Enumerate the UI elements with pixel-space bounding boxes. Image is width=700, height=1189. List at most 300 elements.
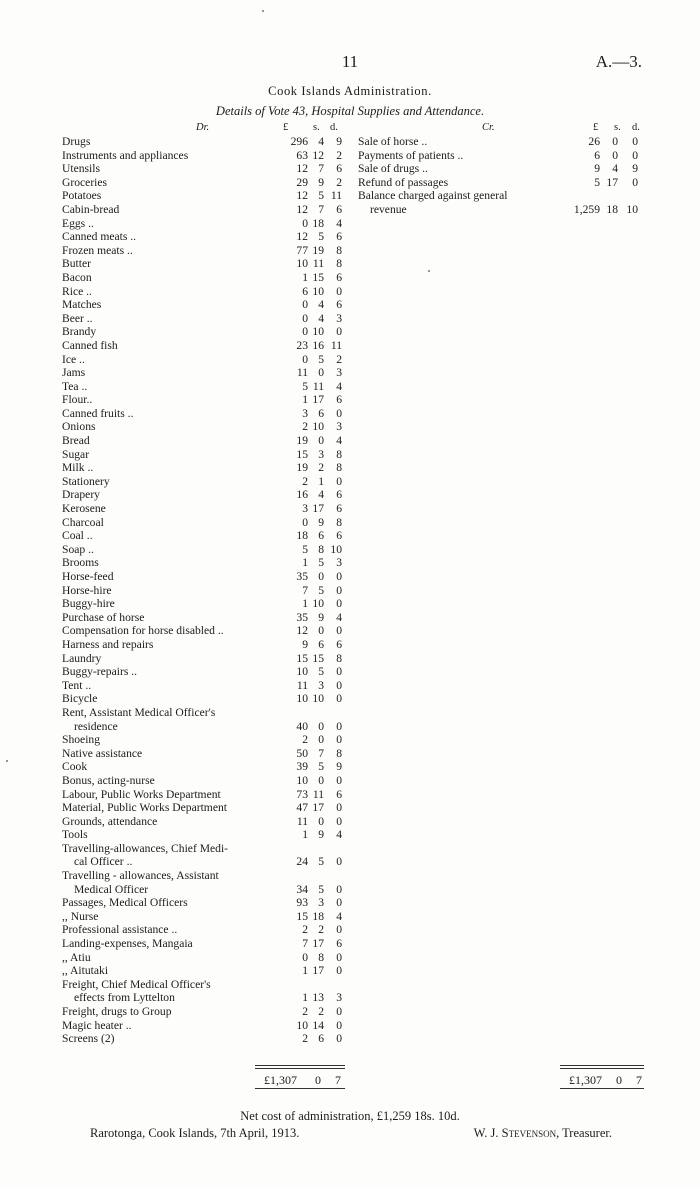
entry-pounds: 10 — [296, 1018, 308, 1032]
entry-pounds: 73 — [296, 787, 308, 801]
entry-pounds: 93 — [296, 896, 308, 910]
entry-label: Butter — [62, 257, 91, 271]
ledger-row — [62, 516, 347, 530]
entry-label: Milk .. — [62, 461, 94, 475]
entry-pounds: 0 — [302, 950, 308, 964]
entry-label: Purchase of horse — [62, 610, 145, 624]
entry-pence: 4 — [336, 216, 342, 230]
entry-label: Compensation for horse disabled .. — [62, 624, 224, 638]
entry-shillings: 5 — [318, 760, 324, 774]
entry-pence: 0 — [336, 665, 342, 679]
entry-label: Bread — [62, 434, 90, 448]
entry-pounds: 1 — [302, 828, 308, 842]
entry-label: Rice .. — [62, 284, 92, 298]
entry-pounds: 77 — [296, 243, 308, 257]
entry-label: Groceries — [62, 175, 108, 189]
entry-shillings: 0 — [612, 135, 618, 148]
entry-pounds: 2 — [302, 923, 308, 937]
entry-label: Cook — [62, 760, 88, 774]
entry-label: Freight, Chief Medical Officer's — [62, 977, 211, 991]
entry-label: ,, Aitutaki — [62, 964, 109, 978]
ledger-row — [62, 325, 347, 339]
ledger-row — [62, 217, 347, 231]
entry-pounds: 63 — [296, 148, 308, 162]
ledger-row — [62, 230, 347, 244]
debit-total-pounds: £1,307 — [264, 1073, 297, 1087]
entry-pounds: 296 — [290, 135, 308, 148]
entry-pounds: 18 — [296, 529, 308, 543]
entry-pence: 10 — [330, 542, 342, 556]
entry-pence: 0 — [336, 1032, 342, 1046]
entry-label: Matches — [62, 298, 102, 312]
entry-label: Soap .. — [62, 542, 94, 556]
entry-shillings: 7 — [318, 162, 324, 176]
entry-shillings: 3 — [318, 896, 324, 910]
entry-shillings: 0 — [318, 570, 324, 583]
ledger-row — [62, 652, 347, 666]
entry-label: Bonus, acting-nurse — [62, 773, 155, 787]
ledger-row — [62, 978, 347, 1005]
ledger-row — [62, 271, 347, 285]
entry-pence: 6 — [336, 270, 342, 284]
entry-pounds: 34 — [296, 882, 308, 896]
ledger-row — [62, 393, 347, 407]
ledger-row — [62, 312, 347, 326]
entry-pounds: 35 — [296, 570, 308, 583]
entry-label-continued: cal Officer .. — [74, 855, 133, 869]
entry-pounds: 0 — [302, 216, 308, 230]
ledger-row — [62, 475, 347, 489]
entry-shillings: 18 — [312, 909, 324, 923]
ledger-row — [62, 353, 347, 367]
ledger-row — [62, 1032, 347, 1046]
entry-pence: 2 — [336, 352, 342, 366]
credit-total-pounds: £1,307 — [569, 1073, 602, 1087]
entry-pence: 4 — [336, 610, 342, 624]
entry-pence: 8 — [336, 461, 342, 475]
entry-label: Screens (2) — [62, 1032, 115, 1046]
entry-label: Material, Public Works Department — [62, 801, 227, 815]
entry-pence: 0 — [336, 570, 342, 583]
entry-label: Drapery — [62, 488, 100, 502]
entry-pence: 0 — [336, 474, 342, 488]
ledger-row — [62, 366, 347, 380]
entry-label: Sale of horse .. — [358, 135, 428, 148]
entry-pence: 0 — [336, 950, 342, 964]
entry-shillings: 8 — [318, 950, 324, 964]
entry-shillings: 9 — [318, 610, 324, 624]
entry-pence: 6 — [336, 787, 342, 801]
entry-label: Rent, Assistant Medical Officer's — [62, 705, 216, 719]
entry-pounds: 10 — [296, 773, 308, 787]
entry-label: Eggs .. — [62, 216, 94, 230]
entry-pence: 0 — [336, 1005, 342, 1018]
entry-pounds: 26 — [588, 135, 600, 148]
entry-pounds: 0 — [302, 311, 308, 325]
entry-pounds: 9 — [302, 637, 308, 651]
entry-pence: 8 — [336, 651, 342, 665]
ledger-row — [62, 448, 347, 462]
ledger-row — [358, 176, 650, 190]
entry-pounds: 11 — [296, 814, 308, 828]
ledger-row — [62, 244, 347, 258]
entry-pounds: 3 — [302, 406, 308, 420]
entry-label: Passages, Medical Officers — [62, 896, 188, 910]
entry-shillings: 17 — [312, 801, 324, 815]
entry-label: Flour.. — [62, 393, 93, 407]
entry-shillings: 16 — [312, 338, 324, 352]
entry-shillings: 1 — [318, 474, 324, 488]
pounds-header-right: £ — [593, 122, 599, 133]
entry-pence: 3 — [336, 420, 342, 434]
entry-label: Sugar — [62, 447, 90, 461]
entry-pounds: 1 — [302, 991, 308, 1005]
entry-shillings: 9 — [318, 828, 324, 842]
entry-label: ,, Nurse — [62, 909, 99, 923]
ledger-row — [358, 189, 650, 216]
entry-label: Potatoes — [62, 189, 102, 203]
entry-shillings: 5 — [318, 583, 324, 597]
entry-shillings: 17 — [606, 175, 618, 189]
entry-pounds: 2 — [302, 420, 308, 434]
entry-shillings: 4 — [318, 311, 324, 325]
ledger-row — [62, 1005, 347, 1019]
entry-pence: 6 — [336, 488, 342, 502]
entry-pounds: 16 — [296, 488, 308, 502]
entry-pounds: 15 — [296, 447, 308, 461]
entry-shillings: 15 — [312, 270, 324, 284]
ledger-row — [62, 257, 347, 271]
ledger-row — [62, 760, 347, 774]
entry-label: Horse-hire — [62, 583, 112, 597]
entry-pounds: 6 — [302, 284, 308, 298]
entry-pounds: 0 — [302, 325, 308, 339]
entry-label: Sale of drugs .. — [358, 162, 428, 176]
entry-pence: 3 — [336, 311, 342, 325]
entry-shillings: 0 — [318, 434, 324, 448]
entry-shillings: 17 — [312, 937, 324, 951]
entry-pence: 8 — [336, 243, 342, 257]
shillings-header-right: s. — [614, 122, 621, 133]
debit-total-rule-bottom — [255, 1068, 345, 1069]
entry-label: Frozen meats .. — [62, 243, 133, 257]
ledger-row — [62, 937, 347, 951]
entry-label: Magic heater .. — [62, 1018, 132, 1032]
entry-label: Coal .. — [62, 529, 93, 543]
entry-label: Professional assistance .. — [62, 923, 178, 937]
entry-pence: 4 — [336, 379, 342, 393]
entry-pence: 8 — [336, 447, 342, 461]
ledger-row — [62, 923, 347, 937]
entry-shillings: 6 — [318, 529, 324, 543]
credit-total-rule-under — [560, 1088, 644, 1089]
entry-pence: 0 — [336, 719, 342, 733]
entry-label: Freight, drugs to Group — [62, 1005, 172, 1018]
ledger-row — [62, 203, 347, 217]
entry-pence: 9 — [632, 162, 638, 176]
entry-shillings: 4 — [318, 298, 324, 312]
page-reference: A.—3. — [595, 52, 642, 71]
signature-title: Treasurer. — [562, 1126, 612, 1140]
entry-pence: 0 — [336, 692, 342, 706]
entry-pounds: 0 — [302, 298, 308, 312]
entry-pounds: 15 — [296, 909, 308, 923]
ledger-row — [62, 189, 347, 203]
credit-total-pence: 7 — [636, 1073, 642, 1087]
entry-label: Buggy-hire — [62, 597, 115, 611]
ledger-row — [62, 896, 347, 910]
pence-header-left: d. — [330, 122, 338, 133]
entry-pounds: 12 — [296, 624, 308, 638]
entry-shillings: 4 — [318, 488, 324, 502]
credit-total-rule-top — [560, 1065, 644, 1066]
ledger-row — [62, 420, 347, 434]
entry-shillings: 10 — [312, 597, 324, 611]
entry-pence: 0 — [336, 406, 342, 420]
entry-pence: 0 — [336, 923, 342, 937]
entry-shillings: 5 — [318, 665, 324, 679]
entry-pence: 8 — [336, 746, 342, 760]
ledger-row — [62, 339, 347, 353]
shillings-header-left: s. — [313, 122, 320, 133]
entry-pounds: 11 — [296, 366, 308, 380]
entry-pounds: 24 — [296, 855, 308, 869]
entry-pence: 0 — [336, 325, 342, 339]
entry-shillings: 0 — [318, 773, 324, 787]
entry-shillings: 7 — [318, 202, 324, 216]
debit-total-pence: 7 — [335, 1073, 341, 1087]
ledger-row — [62, 869, 347, 896]
ledger-row — [62, 665, 347, 679]
entry-pounds: 12 — [296, 230, 308, 244]
entry-pounds: 9 — [594, 162, 600, 176]
entry-pence: 0 — [336, 733, 342, 747]
paper-speck — [6, 760, 8, 762]
entry-label: Cabin-bread — [62, 202, 120, 216]
entry-label-continued: Medical Officer — [74, 882, 149, 896]
entry-shillings: 0 — [318, 366, 324, 380]
entry-pounds: 40 — [296, 719, 308, 733]
entry-shillings: 0 — [318, 719, 324, 733]
entry-shillings: 13 — [312, 991, 324, 1005]
ledger-row — [62, 747, 347, 761]
ledger-row — [358, 162, 650, 176]
entry-pounds: 1,259 — [573, 202, 600, 216]
ledger-row — [62, 570, 347, 584]
ledger-row — [62, 162, 347, 176]
ledger-row — [62, 584, 347, 598]
entry-shillings: 9 — [318, 175, 324, 189]
entry-shillings: 6 — [318, 406, 324, 420]
entry-pence: 6 — [336, 502, 342, 516]
entry-shillings: 10 — [312, 420, 324, 434]
ledger-row — [62, 815, 347, 829]
entry-label: Native assistance — [62, 746, 143, 760]
entry-shillings: 2 — [318, 461, 324, 475]
entry-pounds: 5 — [302, 542, 308, 556]
paper-speck — [262, 10, 264, 12]
ledger-row — [62, 488, 347, 502]
ledger-row — [62, 842, 347, 869]
entry-shillings: 5 — [318, 855, 324, 869]
entry-pounds: 19 — [296, 461, 308, 475]
ledger-row — [62, 951, 347, 965]
entry-label: Kerosene — [62, 502, 106, 516]
entry-label: Jams — [62, 366, 86, 380]
entry-shillings: 5 — [318, 230, 324, 244]
debit-header: Dr. — [196, 122, 210, 133]
debit-total-shillings: 0 — [315, 1073, 321, 1087]
entry-pence: 4 — [336, 434, 342, 448]
entry-pounds: 12 — [296, 162, 308, 176]
entry-pence: 6 — [336, 393, 342, 407]
entry-label: Drugs — [62, 135, 91, 148]
entry-pence: 6 — [336, 937, 342, 951]
entry-pounds: 6 — [594, 148, 600, 162]
entry-pence: 0 — [336, 284, 342, 298]
entry-pence: 6 — [336, 298, 342, 312]
entry-label: Canned fish — [62, 338, 118, 352]
entry-pence: 8 — [336, 257, 342, 271]
entry-label-continued: residence — [74, 719, 118, 733]
entry-pounds: 39 — [296, 760, 308, 774]
ledger-row — [62, 1019, 347, 1033]
entry-label: Horse-feed — [62, 570, 114, 583]
entry-shillings: 7 — [318, 746, 324, 760]
entry-pence: 0 — [336, 882, 342, 896]
ledger-row — [62, 679, 347, 693]
entry-pounds: 2 — [302, 733, 308, 747]
entry-label: Tools — [62, 828, 88, 842]
debit-total — [255, 1073, 350, 1087]
entry-pence: 0 — [336, 597, 342, 611]
credit-entries — [358, 135, 650, 217]
entry-pounds: 1 — [302, 556, 308, 570]
ledger-row — [62, 434, 347, 448]
entry-pounds: 12 — [296, 202, 308, 216]
ledger-row — [62, 828, 347, 842]
ledger-row — [62, 788, 347, 802]
entry-pence: 0 — [336, 814, 342, 828]
entry-shillings: 18 — [312, 216, 324, 230]
ledger-row — [62, 298, 347, 312]
credit-header: Cr. — [482, 122, 495, 133]
entry-label: Charcoal — [62, 515, 104, 529]
credit-total — [560, 1073, 650, 1087]
entry-pounds: 1 — [302, 597, 308, 611]
entry-pounds: 29 — [296, 175, 308, 189]
entry-label: Brandy — [62, 325, 97, 339]
entry-shillings: 2 — [318, 1005, 324, 1018]
entry-label: Canned meats .. — [62, 230, 137, 244]
entry-label: Payments of patients .. — [358, 148, 464, 162]
ledger-row — [62, 380, 347, 394]
entry-label: Bicycle — [62, 692, 98, 706]
entry-pounds: 7 — [302, 583, 308, 597]
ledger-row — [62, 135, 347, 149]
entry-label: Landing-expenses, Mangaia — [62, 937, 193, 951]
entry-pence: 2 — [336, 175, 342, 189]
ledger-row — [62, 502, 347, 516]
ledger-row — [62, 529, 347, 543]
entry-pence: 3 — [336, 991, 342, 1005]
entry-shillings: 8 — [318, 542, 324, 556]
entry-shillings: 6 — [318, 1032, 324, 1046]
credit-total-rule-bottom — [560, 1068, 644, 1069]
entry-label: Labour, Public Works Department — [62, 787, 221, 801]
ledger-row — [358, 149, 650, 163]
entry-pounds: 23 — [296, 338, 308, 352]
entry-pounds: 0 — [302, 515, 308, 529]
entry-pence: 0 — [632, 135, 638, 148]
entry-shillings: 10 — [312, 284, 324, 298]
credit-total-shillings: 0 — [616, 1073, 622, 1087]
entry-pence: 0 — [336, 773, 342, 787]
entry-pounds: 35 — [296, 610, 308, 624]
entry-shillings: 3 — [318, 447, 324, 461]
entry-label: Grounds, attendance — [62, 814, 158, 828]
ledger-row — [62, 149, 347, 163]
ledger-row — [62, 801, 347, 815]
entry-pence: 8 — [336, 515, 342, 529]
entry-label: Buggy-repairs .. — [62, 665, 138, 679]
entry-shillings: 0 — [318, 624, 324, 638]
ledger-row — [62, 461, 347, 475]
ledger-row — [62, 176, 347, 190]
entry-pence: 3 — [336, 556, 342, 570]
ledger-row — [62, 733, 347, 747]
entry-pounds: 2 — [302, 1032, 308, 1046]
entry-pence: 4 — [336, 909, 342, 923]
ledger-row — [62, 624, 347, 638]
entry-pounds: 10 — [296, 692, 308, 706]
entry-label: Ice .. — [62, 352, 85, 366]
entry-label: Onions — [62, 420, 96, 434]
entry-label: Travelling-allowances, Chief Medi- — [62, 841, 229, 855]
entry-label: Tea .. — [62, 379, 88, 393]
entry-shillings: 2 — [318, 923, 324, 937]
entry-pounds: 2 — [302, 1005, 308, 1018]
entry-pence: 6 — [336, 230, 342, 244]
entry-label: Instruments and appliances — [62, 148, 189, 162]
entry-pence: 0 — [336, 964, 342, 978]
entry-pounds: 5 — [302, 379, 308, 393]
entry-shillings: 0 — [318, 814, 324, 828]
entry-pence: 6 — [336, 202, 342, 216]
entry-label: Utensils — [62, 162, 101, 176]
ledger-row — [62, 611, 347, 625]
entry-shillings: 4 — [612, 162, 618, 176]
entry-pence: 11 — [330, 189, 342, 203]
net-cost-statement: Net cost of administration, £1,259 18s. 10d. — [240, 1109, 460, 1123]
pounds-header-left: £ — [283, 122, 289, 133]
entry-pounds: 0 — [302, 352, 308, 366]
entry-pence: 6 — [336, 529, 342, 543]
entry-shillings: 5 — [318, 882, 324, 896]
debit-total-rule-under — [255, 1088, 345, 1089]
entry-pounds: 1 — [302, 270, 308, 284]
ledger-row — [62, 774, 347, 788]
entry-label: Travelling - allowances, Assistant — [62, 869, 219, 883]
ledger-row — [62, 556, 347, 570]
entry-pence: 6 — [336, 162, 342, 176]
entry-shillings: 0 — [612, 148, 618, 162]
entry-pence: 0 — [336, 583, 342, 597]
entry-pence: 9 — [336, 760, 342, 774]
ledger-row — [62, 543, 347, 557]
ledger-row — [62, 706, 347, 733]
page-number: 11 — [341, 52, 359, 71]
